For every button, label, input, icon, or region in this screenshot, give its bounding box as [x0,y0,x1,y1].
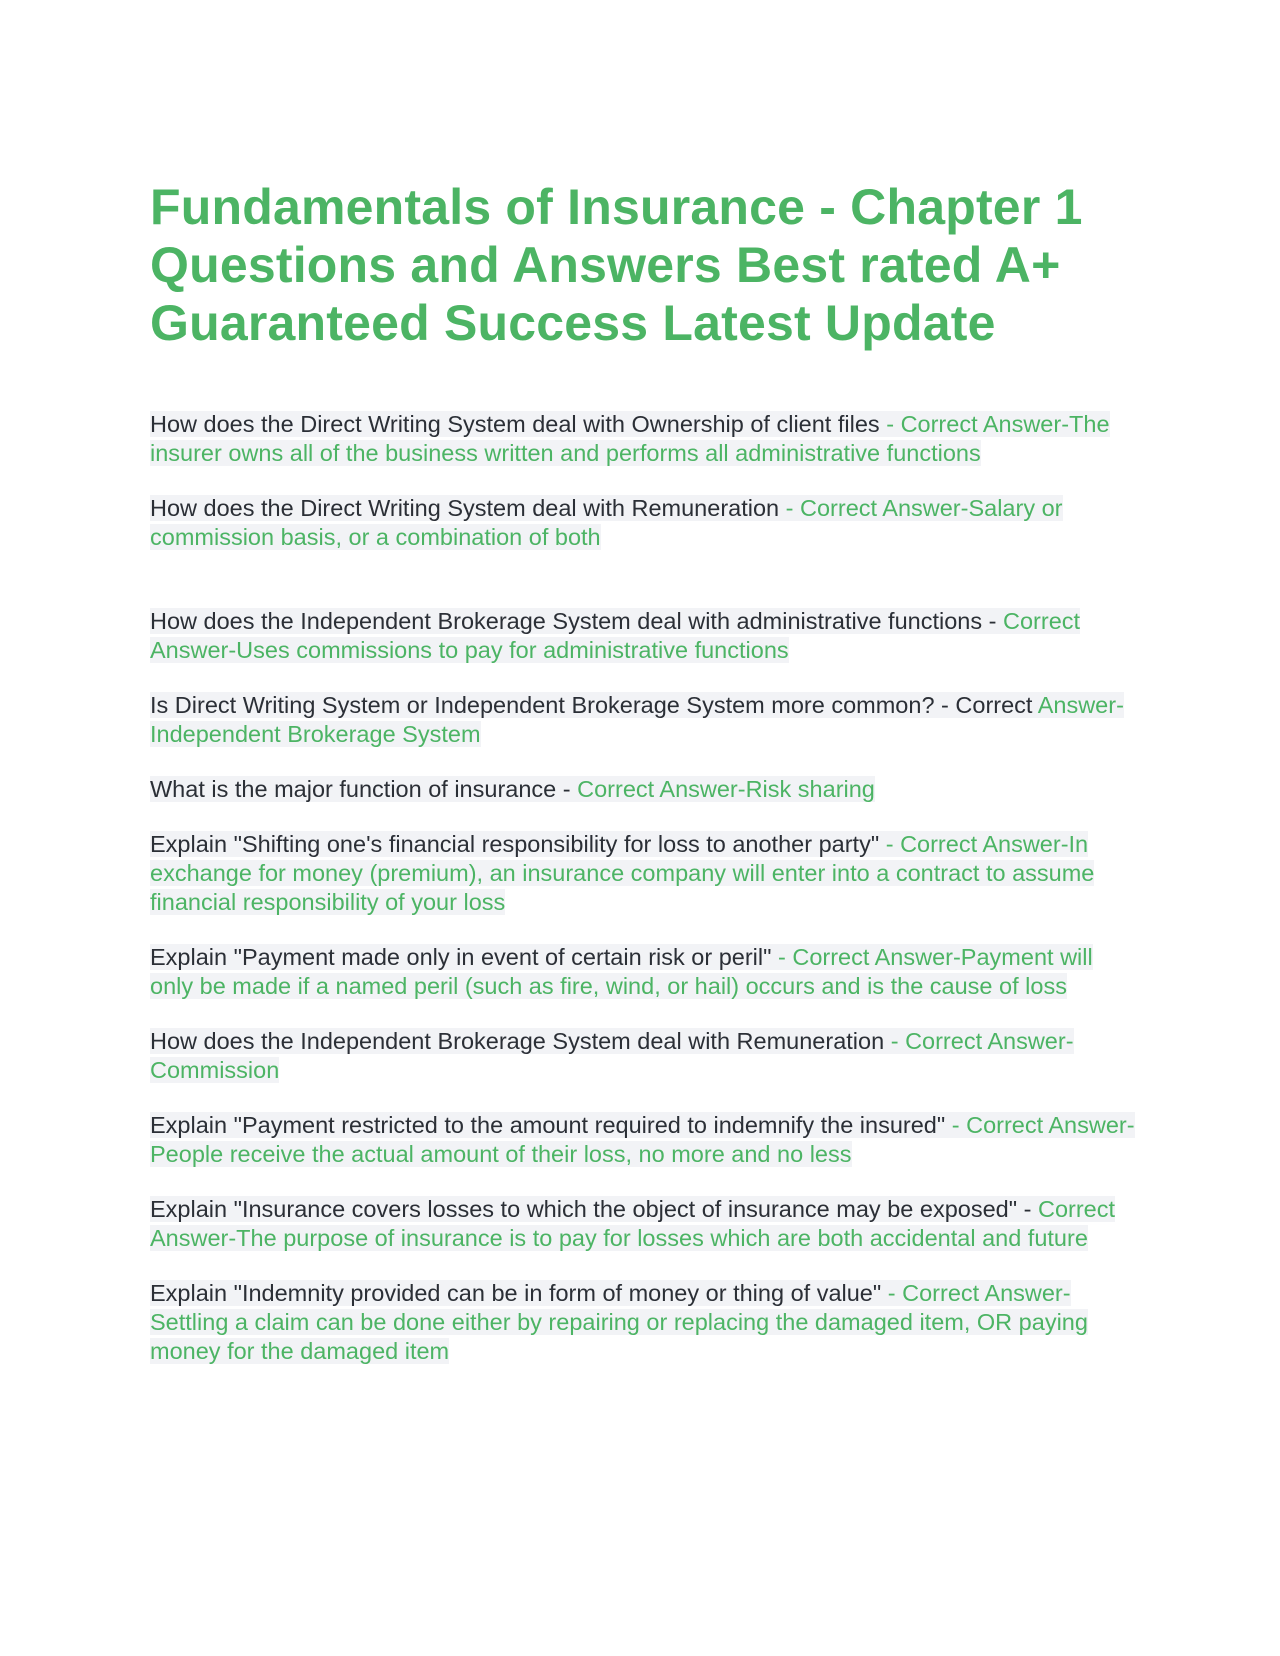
qa-list [150,410,1140,1366]
qa-item-7 [150,943,1140,1001]
question-text: Is Direct Writing System or Independent Brokerage System more common? [150,692,935,718]
qa-item-3 [150,607,1140,665]
question-text: How does the Direct Writing System deal with Remuneration [150,495,780,521]
question-text: How does the Direct Writing System deal with Ownership of client files [150,411,880,437]
qa-item-5 [150,775,1140,804]
answer-separator: - [982,608,1003,634]
answer-separator: - [879,831,901,857]
answer-text: Correct Answer-The purpose of insurance is to pay for losses which are both accidental and future [150,1196,1116,1251]
qa-item-11 [150,1279,1140,1366]
answer-separator: - [881,1280,903,1306]
answer-text: Correct Answer-Settling a claim can be done either by repairing or replacing the damaged item, OR paying money for the damaged item [150,1280,1088,1364]
answer-text: Correct Answer-The insurer owns all of the business written and performs all administrative functions [150,411,1110,466]
qa-item-6 [150,830,1140,917]
answer-separator: - Correct [934,692,1038,718]
answer-text: Correct Answer-Payment will only be made if a named peril (such as fire, wind, or hail) occurs and is the cause of loss [150,944,1093,999]
question-text: Explain "Payment made only in event of certain risk or peril" [150,944,772,970]
answer-separator: - [556,776,578,802]
answer-separator: - [879,411,901,437]
question-text: Explain "Payment restricted to the amount required to indemnify the insured" [150,1112,946,1138]
answer-text: Correct Answer-Uses commissions to pay for administrative functions [150,608,1081,663]
question-text: Explain "Insurance covers losses to which the object of insurance may be exposed" [150,1196,1018,1222]
answer-separator: - [945,1112,967,1138]
question-text: How does the Independent Brokerage System deal with administrative functions [150,608,983,634]
answer-text: Correct Answer-Salary or commission basis, or a combination of both [150,495,1063,550]
qa-item-4 [150,691,1140,749]
question-text: Explain "Indemnity provided can be in form of money or thing of value" [150,1280,882,1306]
qa-item-9 [150,1111,1140,1169]
answer-separator: - [771,944,793,970]
answer-separator: - [884,1028,906,1054]
qa-item-10 [150,1195,1140,1253]
question-text: Explain "Shifting one's financial responsibility for loss to another party" [150,831,880,857]
answer-text: Answer-Independent Brokerage System [150,692,1124,747]
document-title: Fundamentals of Insurance - Chapter 1 Questions and Answers Best rated A+ Guaranteed Success Latest Update [150,179,1083,351]
qa-item-2 [150,494,1140,552]
question-text: How does the Independent Brokerage System deal with Remuneration [150,1028,885,1054]
document-page [150,178,1140,1392]
qa-item-8 [150,1027,1140,1085]
question-text: What is the major function of insurance [150,776,557,802]
answer-text: Correct Answer-In exchange for money (premium), an insurance company will enter into a contract to assume financial responsibility of your loss [150,831,1095,915]
answer-text: Correct Answer-Commission [150,1028,1074,1083]
answer-text: Correct Answer-Risk sharing [577,776,875,802]
answer-text: Correct Answer-People receive the actual amount of their loss, no more and no less [150,1112,1135,1167]
qa-item-1 [150,410,1140,468]
answer-separator: - [1017,1196,1038,1222]
answer-separator: - [779,495,800,521]
